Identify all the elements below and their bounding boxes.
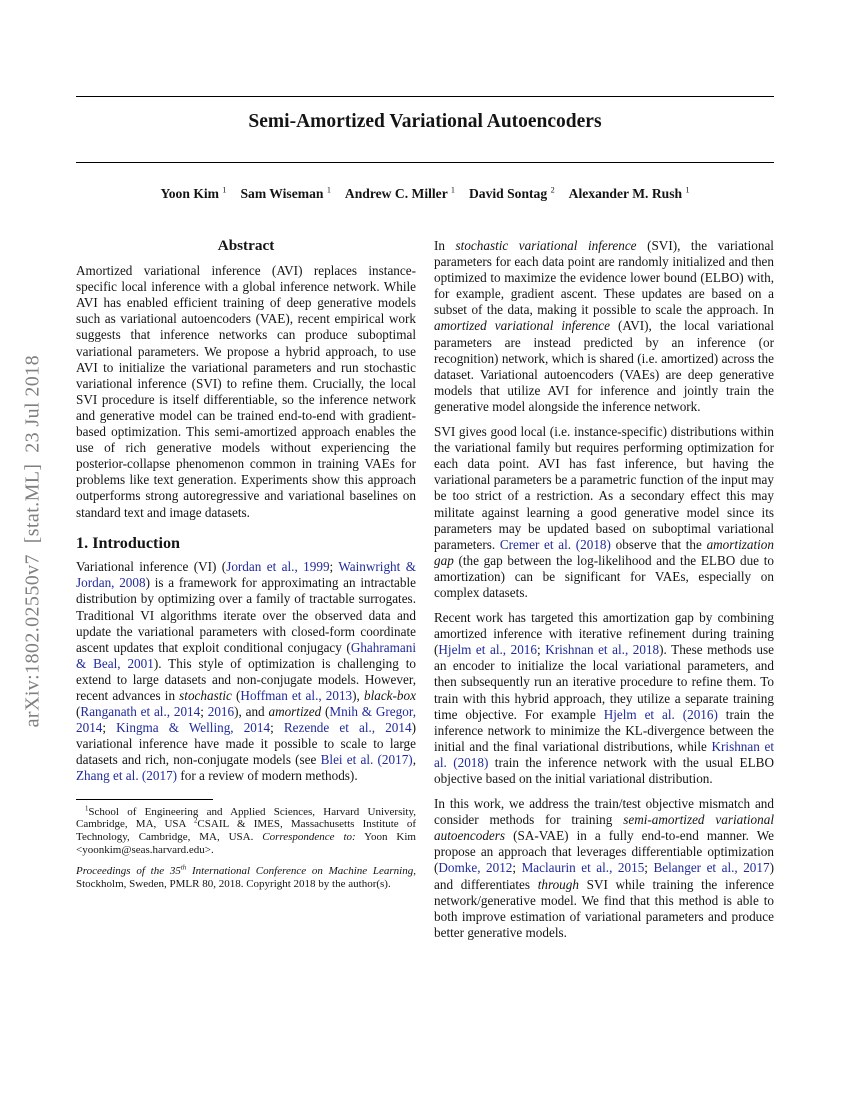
citation-link[interactable]: Cremer et al. (2018) [499, 536, 611, 552]
text-segment: ) is a framework for approximating an intractable distribution by optimizing over a family of tractable surrogates. Traditional VI algorithms iterate over the observed data and update the variational parameters with closed-form coordinate ascent updates that exploit conditional conjugacy ( [76, 575, 416, 655]
text-segment: (AVI), the local variational parameters are instead predicted by an inference (or recognition) network, which is shared (i.e. amortized) across the dataset. Variational autoencoders (VAEs) are deep generative models that utilize AVI for inference and jointly train the generative model alongside the inference network. [434, 318, 774, 414]
arxiv-watermark [0, 355, 68, 749]
text-segment: ; [270, 720, 284, 736]
citation-link[interactable]: 2016 [207, 704, 235, 720]
citation-link[interactable]: Hjelm et al., 2016 [438, 642, 537, 658]
citation-link[interactable]: Domke, 2012 [438, 860, 513, 876]
text-segment: observe that the [610, 536, 707, 552]
author-affiliation-mark: 1 [685, 185, 690, 195]
text-segment: ( [76, 704, 81, 720]
text-segment: ) variational inference have made it possible to scale to large datasets and rich, non-conjugate models (see [76, 720, 416, 768]
author-andrew-c-miller [345, 186, 455, 202]
affiliation-footnote [76, 806, 416, 857]
section-heading-introduction: 1. Introduction [76, 533, 181, 552]
text-segment: (the gap between the log-likelihood and the ELBO due to amortization) can be significant for VAEs, especially on complex datasets. [434, 552, 774, 600]
text-segment: CSAIL & IMES, Massachusetts Institute of Technology, Cambridge, MA, USA. [76, 818, 416, 843]
citation-link[interactable]: Blei et al. (2017) [320, 752, 413, 768]
citation-link[interactable]: Mnih & Gregor, 2014 [76, 704, 416, 736]
title-rule-top [76, 96, 774, 97]
abstract-heading: Abstract [217, 237, 275, 254]
text-segment: Amortized variational inference (AVI) replaces instance-specific local inference with a global inference network. While AVI has enabled efficient training of deep generative models such as variational autoencoders (VAE), recent empirical work suggests that inference networks can produce suboptimal variational parameters. We propose a hybrid approach, to use AVI to initialize the variational parameters and run stochastic variational inference (SVI) to refine them. Crucially, the local SVI procedure is itself differentiable, so the inference network and generative model can be trained end-to-end with gradient-based optimization. This semi-amortized approach enables the use of rich generative models without experiencing the posterior-collapse phenomenon common in training VAEs for problems like text generation. Experiments show this approach outperforms strong autoregressive and variational baselines on standard text and image datasets. [76, 263, 416, 520]
text-segment: ), and [234, 704, 269, 720]
arxiv-id-text: arXiv:1802.02550v7 [stat.ML] 23 Jul 2018 [21, 355, 44, 728]
text-segment: ). This style of optimization is challenging to extend to large datasets and non-conjugate models. However, recent advances in [76, 655, 416, 703]
citation-link[interactable]: Zhang et al. (2017) [76, 768, 178, 784]
text-segment: , Stockholm, Sweden, PMLR 80, 2018. Copyright 2018 by the author(s). [76, 865, 416, 891]
left-column [76, 238, 416, 900]
text-segment: Variational inference (VI) ( [76, 559, 227, 575]
author-sam-wiseman [240, 186, 330, 202]
text-segment: (SA-VAE) in a fully end-to-end manner. We propose an approach that leverages differentiable optimization ( [434, 828, 774, 876]
author-yoon-kim [160, 186, 226, 202]
text-segment: black-box [363, 687, 416, 703]
citation-link[interactable]: Krishnan et al., 2018 [545, 642, 660, 658]
text-segment: In [434, 238, 456, 253]
abstract-text [76, 263, 416, 521]
citation-link[interactable]: Maclaurin et al., 2015 [521, 860, 645, 876]
citation-link[interactable]: Wainwright & Jordan, 2008 [76, 559, 416, 591]
citation-link[interactable]: Ranganath et al., 2014 [80, 704, 201, 720]
author-affiliation-mark: 1 [326, 185, 331, 195]
body-paragraph-svi [434, 238, 774, 415]
body-paragraph-recent-work [434, 610, 774, 787]
text-segment: stochastic [179, 687, 232, 703]
text-segment: ; [536, 642, 546, 658]
author-name: Yoon Kim [160, 186, 223, 201]
citation-link[interactable]: Krishnan et al. (2018) [434, 738, 774, 770]
introduction-paragraph [76, 559, 416, 784]
text-segment: train the inference network with the usual ELBO objective based on the initial variational distribution. [434, 754, 774, 786]
text-segment: SVI gives good local (i.e. instance-specific) distributions within the variational family but requires performing optimization for each data point. AVI has fast inference, but having the variational parameters be a parametric function of the input may be too strict of a restriction. As a secondary effect this may militate against learning a good generative model since its parameters may be updated based on suboptimal variational parameters. [434, 424, 774, 552]
text-segment: , [412, 752, 416, 768]
paper-title: Semi-Amortized Variational Autoencoders [248, 111, 602, 132]
text-segment: ; [644, 860, 654, 876]
author-alexander-m-rush [569, 186, 690, 202]
text-segment: ; [102, 720, 117, 736]
author-name: Sam Wiseman [240, 186, 327, 201]
title-rule-bottom [76, 162, 774, 163]
footnote-block [76, 799, 416, 891]
text-segment: stochastic variational inference [455, 238, 637, 253]
text-segment: Yoon Kim <yoonkim@seas.harvard.edu>. [76, 830, 416, 856]
text-segment: Proceedings of the 35 [76, 865, 181, 878]
body-paragraph-amortization-gap [434, 424, 774, 601]
text-segment: ; [200, 704, 208, 720]
author-name: David Sontag [468, 186, 551, 201]
author-name: Alexander M. Rush [568, 186, 686, 201]
text-segment: 1 [85, 804, 89, 812]
citation-link[interactable]: Hjelm et al. (2016) [603, 706, 718, 722]
author-affiliation-mark: 2 [550, 185, 555, 195]
body-paragraph-this-work [434, 796, 774, 941]
text-segment: ), [352, 687, 364, 703]
text-segment: ) and differentiates [434, 860, 774, 892]
text-segment: semi-amortized variational autoencoders [434, 812, 774, 844]
text-segment: Correspondence to: [262, 830, 356, 843]
citation-link[interactable]: Belanger et al., 2017 [653, 860, 770, 876]
text-segment: amortization gap [434, 536, 774, 568]
citation-link[interactable]: Kingma & Welling, 2014 [116, 720, 271, 736]
text-segment: (SVI), the variational parameters for each data point are randomly initialized and then optimized to maximize the evidence lower bound (ELBO) with, for example, gradient ascent. These updates are based on a subset of the data, making it possible to scale the approach. In [434, 238, 774, 318]
citation-link[interactable]: Ghahramani & Beal, 2001 [76, 639, 416, 671]
footnote-rule [76, 799, 213, 800]
author-name: Andrew C. Miller [344, 186, 451, 201]
text-segment: ; [512, 860, 522, 876]
text-segment: th [180, 864, 187, 872]
text-segment: ; [329, 559, 339, 575]
author-david-sontag [469, 186, 555, 202]
text-segment: SVI while training the inference network/generative model. We find that this method is able to both improve estimation of variational parameters and produce better generative models. [434, 876, 774, 940]
citation-link[interactable]: Rezende et al., 2014 [283, 720, 412, 736]
text-segment: In this work, we address the train/test objective mismatch and consider methods for training [434, 796, 774, 828]
text-segment: through [537, 876, 579, 892]
text-segment: 2 [194, 817, 198, 825]
text-segment: Recent work has targeted this amortization gap by combining amortized inference with iterative refinement during training ( [434, 610, 774, 658]
text-segment: ( [321, 704, 330, 720]
text-segment: for a review of modern methods). [177, 768, 358, 784]
proceedings-footnote [76, 865, 416, 890]
text-segment: International Conference on Machine Learning [186, 865, 414, 878]
author-affiliation-mark: 1 [222, 185, 227, 195]
text-segment: ( [231, 687, 241, 703]
text-segment: train the inference network to minimize the KL-divergence between the initial and the final variational distributions, while [434, 706, 774, 754]
citation-link[interactable]: Hoffman et al., 2013 [240, 687, 353, 703]
text-segment: amortized variational inference [434, 318, 610, 334]
text-segment: ). These methods use an encoder to initialize the local variational parameters, and then subsequently run an iterative procedure to refine them. To train with this hybrid approach, they utilize a separate training time objective. For example [434, 642, 774, 722]
author-affiliation-mark: 1 [450, 185, 455, 195]
citation-link[interactable]: Jordan et al., 1999 [226, 559, 330, 575]
text-segment: amortized [268, 704, 322, 720]
author-line [0, 186, 850, 202]
text-segment: School of Engineering and Applied Sciences, Harvard University, Cambridge, MA, USA [76, 805, 416, 831]
right-column [434, 238, 774, 950]
